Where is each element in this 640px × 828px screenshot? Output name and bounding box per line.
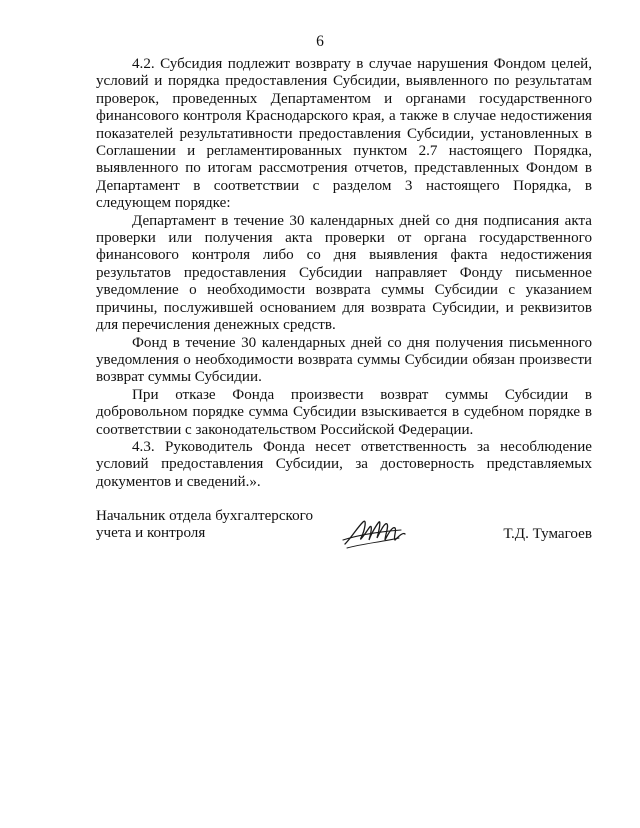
document-body <box>96 56 592 491</box>
signer-name: Т.Д. Тумагоев <box>503 526 592 542</box>
signer-position: Начальник отдела бухгалтерского учета и контроля <box>96 508 313 542</box>
page-number: 6 <box>316 33 324 50</box>
paragraph-fund-refund: Фонд в течение 30 календарных дней со дня получения письменного уведомления о необходимости возврата суммы Субсидии обязан произвести возврат суммы Субсидии. <box>96 334 592 386</box>
handwritten-signature-icon <box>341 508 409 554</box>
signature-block <box>96 508 592 558</box>
paragraph-4-3: 4.3. Руководитель Фонда несет ответственность за несоблюдение условий предоставления Субсидии, за достоверность представляемых документов и сведений.». <box>96 438 592 490</box>
paragraph-department-notice: Департамент в течение 30 календарных дней со дня подписания акта проверки или получения акта проверки от органа государственного финансового контроля либо со дня выявления факта недостижения результатов предоставления Субсидии направляет Фонду письменное уведомление о необходимости возврата суммы Субсидии с указанием причины, послужившей основанием для возврата Субсидии, и реквизитов для перечисления денежных средств. <box>96 212 592 334</box>
paragraph-court-recovery: При отказе Фонда произвести возврат суммы Субсидии в добровольном порядке сумма Субсидии взыскивается в судебном порядке в соответствии с законодательством Российской Федерации. <box>96 386 592 438</box>
paragraph-4-2: 4.2. Субсидия подлежит возврату в случае нарушения Фондом целей, условий и порядка предоставления Субсидии, выявленного по результатам проверок, проведенных Департаментом и органами государственного финансового контроля Краснодарского края, а также в случае недостижения показателей результативности предоставления Субсидии, установленных в Соглашении и регламентированных пунктом 2.7 настоящего Порядка, выявленного по итогам рассмотрения отчетов, представленных Фондом в Департамент в соответствии с разделом 3 настоящего Порядка, в следующем порядке: <box>96 56 592 212</box>
